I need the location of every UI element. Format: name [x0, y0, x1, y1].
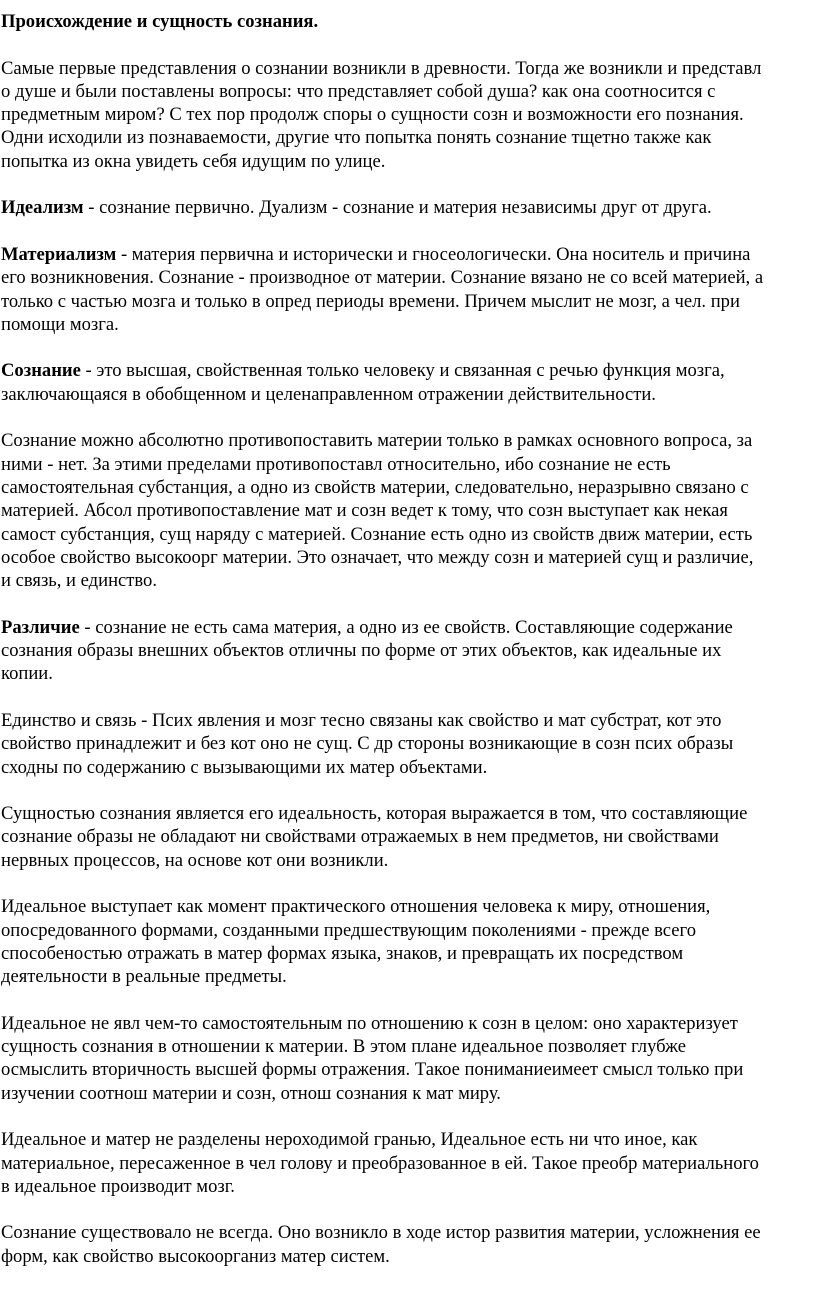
term-heading: Сознание — [1, 360, 81, 382]
paragraph-line — [1, 80, 816, 103]
document-page — [0, 10, 816, 1291]
paragraph-line — [1, 313, 816, 336]
paragraph-line — [1, 709, 816, 732]
line-text: Сознание существовало не всегда. Оно возникло в ходе истор развития материи, усложнения ее — [1, 1222, 761, 1244]
paragraph-line — [1, 662, 816, 685]
line-text: деятельности в реальные предметы. — [1, 966, 287, 988]
paragraph-p7 — [1, 709, 816, 779]
line-text: способеностью отражать в матер формах языка, знаков, и превращать их посредством — [1, 942, 684, 964]
line-text: помощи мозга. — [1, 313, 119, 335]
paragraph-line — [1, 1035, 816, 1058]
paragraph-line — [1, 569, 816, 592]
paragraph-line — [1, 1152, 816, 1175]
paragraph-line — [1, 639, 816, 662]
line-text: предметным миром? С тех пор продолж споры о сущности созн и возможности его познания. — [1, 104, 744, 126]
line-text: Одни исходили из познаваемости, другие что попытка понять сознание тщетно также как — [1, 127, 712, 149]
paragraph-line — [1, 802, 816, 825]
line-text: Единство и связь - Псих явления и мозг тесно связаны как свойство и мат субстрат, кот это — [1, 709, 722, 731]
line-text: - это высшая, свойственная только человеку и связанная с речью функция мозга, — [80, 360, 725, 382]
line-text: нервных процессов, на основе кот они возникли. — [1, 849, 389, 871]
paragraph-line — [1, 1245, 816, 1268]
paragraph-p6 — [1, 616, 816, 686]
line-text: заключающаяся в обобщенном и целенаправленном отражении действительности. — [1, 383, 656, 405]
line-text: опосредованного формами, созданными предшествующим поколениями - прежде всего — [1, 919, 697, 941]
paragraph-line — [1, 1128, 816, 1151]
line-text: материей. Абсол противопоставление мат и созн ведет к тому, что созн выступает как некая — [1, 500, 728, 522]
paragraph-line — [1, 476, 816, 499]
line-text: - сознание первично. Дуализм - сознание и материя независимы друг от друга. — [83, 197, 712, 219]
line-text: о душе и были поставлены вопросы: что представляет собой душа? как она соотносится с — [1, 80, 716, 102]
paragraph-line — [1, 103, 816, 126]
line-text: сущность сознания в отношении к материи. В этом плане идеальное позволяет глубже — [1, 1036, 686, 1058]
line-text: ними - нет. За этими пределами противопоставл относительно, ибо сознание не есть — [1, 453, 671, 475]
paragraph-p4 — [1, 359, 816, 406]
paragraph-p2 — [1, 196, 816, 219]
line-text: и связь, и единство. — [1, 570, 158, 592]
line-text: копии. — [1, 663, 53, 685]
paragraph-line — [1, 1058, 816, 1081]
paragraph-p5 — [1, 429, 816, 592]
line-text: свойство принадлежит и без кот оно не сущ. С др стороны возникающие в созн псих образы — [1, 733, 734, 755]
paragraph-line — [1, 453, 816, 476]
paragraph-line — [1, 290, 816, 313]
paragraph-line — [1, 825, 816, 848]
paragraph-line — [1, 429, 816, 452]
paragraph-line — [1, 1012, 816, 1035]
paragraph-line — [1, 849, 816, 872]
line-text: Самые первые представления о сознании возникли в древности. Тогда же возникли и представл — [1, 57, 762, 79]
line-text: Идеальное выступает как момент практического отношения человека к миру, отношения, — [1, 896, 711, 918]
paragraph-line — [1, 1082, 816, 1105]
line-text: попытка из окна увидеть себя идущим по улице. — [1, 150, 386, 172]
line-text: форм, как свойство высокоорганиз матер систем. — [1, 1245, 390, 1267]
paragraph-line — [1, 359, 816, 382]
paragraph-line — [1, 919, 816, 942]
line-text: сознание образы не обладают ни свойствами отражаемых в нем предметов, ни свойствами — [1, 826, 719, 848]
term-heading: Идеализм — [1, 197, 84, 219]
paragraph-line — [1, 942, 816, 965]
line-text: Сущностью сознания является его идеальность, которая выражается в том, что составляющие — [1, 803, 748, 825]
paragraph-line — [1, 756, 816, 779]
paragraph-line — [1, 965, 816, 988]
paragraph-line — [1, 196, 816, 219]
line-text: - сознание не есть сама материя, а одно из ее свойств. Составляющие содержание — [79, 616, 733, 638]
paragraph-line — [1, 383, 816, 406]
paragraph-p12 — [1, 1221, 816, 1268]
line-text: сходны по содержанию с вызывающими их матер объектами. — [1, 756, 488, 778]
paragraph-p11 — [1, 1128, 816, 1198]
line-text: материальное, пересаженное в чел голову и преобразованное в ей. Такое преобр материального — [1, 1152, 759, 1174]
line-text: Идеальное не явл чем-то самостоятельным по отношению к созн в целом: оно характеризует — [1, 1012, 738, 1034]
term-heading: Материализм — [1, 243, 117, 265]
line-text: самост субстанция, сущ наряду с материей. Сознание есть одно из свойств движ материи, есть — [1, 523, 753, 545]
line-text: - материя первична и исторически и гносеологически. Она носитель и причина — [116, 243, 751, 265]
line-text: сознания образы внешних объектов отличны по форме от этих объектов, как идеальные их — [1, 640, 722, 662]
paragraph-line — [1, 57, 816, 80]
line-text: особое свойство высокоорг материи. Это означает, что между созн и материей сущ и различие, — [1, 546, 754, 568]
paragraph-p1 — [1, 57, 816, 173]
line-text: осмыслить вторичность высшей формы отражения. Такое пониманиеимеет смысл только при — [1, 1059, 744, 1081]
paragraph-line — [1, 150, 816, 173]
line-text: его возникновения. Сознание - производное от материи. Сознание вязано не со всей материей, а — [1, 267, 764, 289]
paragraph-p3 — [1, 243, 816, 336]
paragraph-line — [1, 243, 816, 266]
paragraph-line — [1, 732, 816, 755]
paragraph-p10 — [1, 1012, 816, 1105]
line-text: изучении соотнош материи и созн, отнош сознания к мат миру. — [1, 1082, 501, 1104]
paragraph-p9 — [1, 895, 816, 988]
term-heading: Различие — [1, 616, 80, 638]
line-text: самостоятельная субстанция, а одно из свойств материи, следовательно, неразрывно связано с — [1, 476, 749, 498]
paragraph-line — [1, 1175, 816, 1198]
paragraph-line — [1, 546, 816, 569]
paragraph-line — [1, 523, 816, 546]
line-text: в идеальное производит мозг. — [1, 1175, 235, 1197]
paragraph-line — [1, 895, 816, 918]
paragraph-line — [1, 499, 816, 522]
paragraph-line — [1, 1221, 816, 1244]
line-text: Идеальное и матер не разделены нероходимой гранью, Идеальное есть ни что иное, как — [1, 1129, 698, 1151]
line-text: Сознание можно абсолютно противопоставить материи только в рамках основного вопроса, за — [1, 430, 753, 452]
document-body — [1, 57, 816, 1268]
paragraph-line — [1, 266, 816, 289]
line-text: только с частью мозга и только в опред периоды времени. Причем мыслит не мозг, а чел. при — [1, 290, 740, 312]
paragraph-p8 — [1, 802, 816, 872]
paragraph-line — [1, 126, 816, 149]
document-title: Происхождение и сущность сознания. — [1, 11, 319, 32]
paragraph-line — [1, 616, 816, 639]
